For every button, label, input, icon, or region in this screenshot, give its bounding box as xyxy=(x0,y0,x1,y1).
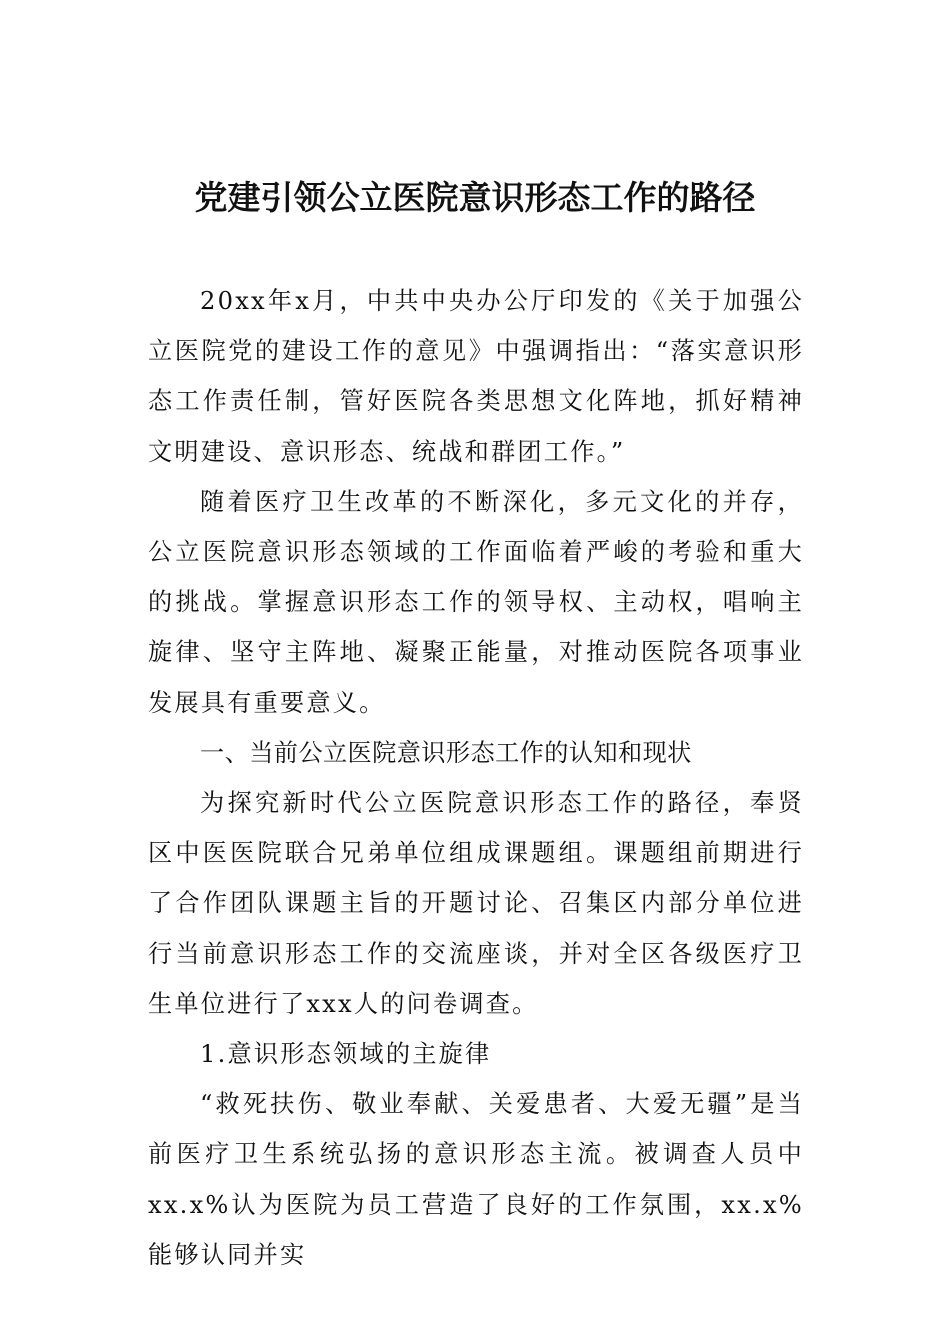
document-body xyxy=(148,276,804,1280)
document-title: 党建引领公立医院意识形态工作的路径 xyxy=(194,178,756,217)
section-heading-1: 一、当前公立医院意识形态工作的认知和现状 xyxy=(200,738,692,767)
paragraph-intro: 20xx年x月，中共中央办公厅印发的《关于加强公立医院党的建设工作的意见》中强调指出：“落实意识形态工作责任制，管好医院各类思想文化阵地，抓好精神文明建设、意识形态、统战和群团工作。” xyxy=(148,287,804,466)
paragraph-main-theme: “救死扶伤、敬业奉献、关爱患者、大爱无疆”是当前医疗卫生系统弘扬的意识形态主流。被调查人员中xx.x%认为医院为员工营造了良好的工作氛围，xx.x%能够认同并实 xyxy=(148,1090,804,1269)
subsection-heading-1: 1.意识形态领域的主旋律 xyxy=(200,1040,492,1069)
paragraph-background: 随着医疗卫生改革的不断深化，多元文化的并存，公立医院意识形态领域的工作面临着严峻的考验和重大的挑战。掌握意识形态工作的领导权、主动权，唱响主旋律、坚守主阵地、凝聚正能量，对推动医院各项事业发展具有重要意义。 xyxy=(148,487,804,717)
paragraph-research: 为探究新时代公立医院意识形态工作的路径，奉贤区中医医院联合兄弟单位组成课题组。课题组前期进行了合作团队课题主旨的开题讨论、召集区内部分单位进行当前意识形态工作的交流座谈，并对全区各级医疗卫生单位进行了xxx人的问卷调查。 xyxy=(148,789,804,1018)
